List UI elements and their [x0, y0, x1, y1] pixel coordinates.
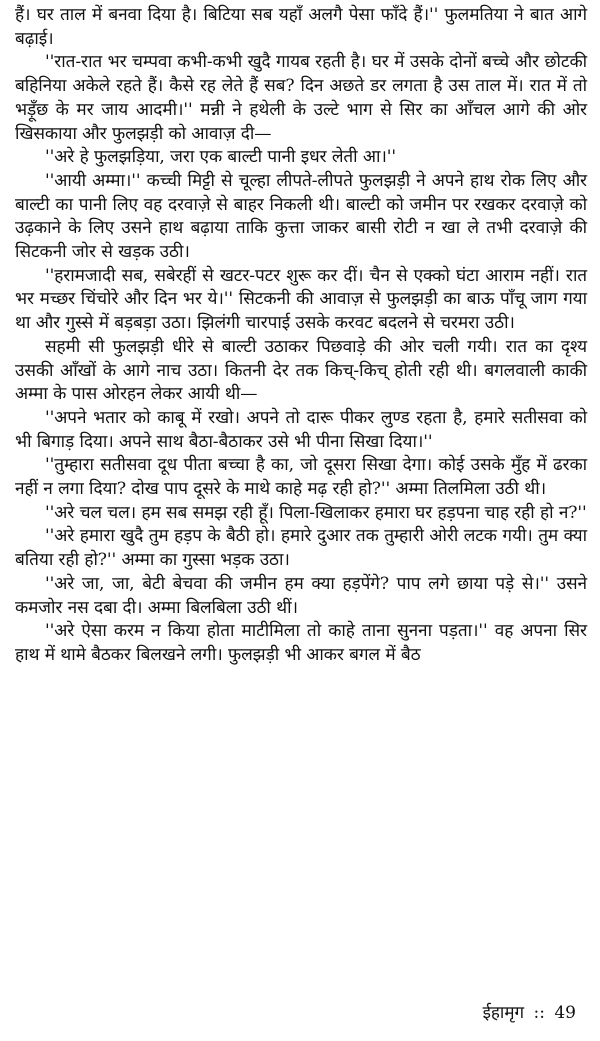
body-text [15, 4, 587, 668]
paragraph: ''अरे जा, जा, बेटी बेचवा की जमीन हम क्या हड़पेंगे? पाप लगे छाया पड़े से।'' उसने कमजोर नस दबा दी। अम्मा बिलबिला उठी थीं। [15, 573, 587, 618]
page-number: 49 [554, 1003, 576, 1023]
paragraph: ''अरे चल चल। हम सब समझ रही हूँ। पिला-खिलाकर हमारा घर हड़पना चाह रही हो न?'' [45, 502, 587, 523]
paragraph: ''अपने भतार को काबू में रखो। अपने तो दारू पीकर लुण्ड रहता है, हमारे सतीसवा को भी बिगाड़ दिया। अपने साथ बैठा-बैठाकर उसे भी पीना सिखा दिया।'' [15, 407, 587, 452]
paragraph: ''अरे हमारा खुदै तुम हड़प के बैठी हो। हमारे दुआर तक तुम्हारी ओरी लटक गयी। तुम क्या बतिया रही हो?'' अम्मा का गुस्सा भड़क उठा। [15, 526, 587, 571]
paragraph-continuation: हैं। घर ताल में बनवा दिया है। बिटिया सब यहाँ अलगै पेसा फाँदे हैं।'' फुलमतिया ने बात आगे बढ़ाई। [15, 5, 587, 49]
paragraph: ''तुम्हारा सतीसवा दूध पीता बच्चा है का, जो दूसरा सिखा देगा। कोई उसके मुँह में ढरका नहीं न लगा दिया? दोख पाप दूसरे के माथे काहे मढ़ रही हो?'' अम्मा तिलमिला उठी थी। [15, 455, 587, 500]
paragraph: ''हरामजादी सब, सबेरहीं से खटर-पटर शुरू कर दीं। चैन से एक्को घंटा आराम नहीं। रात भर मच्छर चिंचोरे और दिन भर ये।'' सिटकनी की आवाज़ से फुलझड़ी का बाऊ पाँचू जाग गया था और गुस्से में बड़बड़ा उठा। झिलंगी चारपाई उसके करवट बदलने से चरमरा उठी। [15, 265, 587, 334]
paragraph: ''अरे ऐसा करम न किया होता माटीमिला तो काहे ताना सुनना पड़ता।'' वह अपना सिर हाथ में थामे बैठकर बिलखने लगी। फुलझड़ी भी आकर बगल में बैठ [15, 621, 587, 665]
running-title: ईहामृग [482, 1003, 525, 1023]
paragraph: ''आयी अम्मा।'' कच्ची मिट्टी से चूल्हा लीपते-लीपते फुलझड़ी ने अपने हाथ रोक लिए और बाल्टी का पानी लिए वह दरवाज़े से बाहर निकली थी। बाल्टी को जमीन पर रखकर दरवाज़े को उढ़काने के लिए उसने हाथ बढ़ाया ताकि कुत्ता जाकर बासी रोटी न खा ले तभी दरवाज़े की सिटकनी जोर से खड़क उठी। [15, 170, 587, 263]
paragraph: सहमी सी फुलझड़ी धीरे से बाल्टी उठाकर पिछवाड़े की ओर चली गयी। रात का दृश्य उसकी आँखों के आगे नाच उठा। कितनी देर तक किच्-किच् होती रही थी। बगलवाली काकी अम्मा के पास ओरहन लेकर आयी थी— [15, 336, 587, 405]
footer-separator: :: [533, 1003, 545, 1023]
paragraph: ''रात-रात भर चम्पवा कभी-कभी खुदै गायब रहती है। घर में उसके दोनों बच्चे और छोटकी बहिनिया अकेले रहते हैं। कैसे रह लेते हैं सब? दिन अछते डर लगता है उस ताल में। रात में तो भड़ूँछ के मर जाय आदमी।'' मन्नी ने हथेली के उल्टे भाग से सिर का आँचल आगे की ओर खिसकाया और फुलझड़ी को आवाज़ दी— [15, 52, 587, 144]
paragraph: ''अरे हे फुलझड़िया, जरा एक बाल्टी पानी इधर लेती आ।'' [45, 147, 397, 168]
page-footer [483, 1003, 576, 1023]
